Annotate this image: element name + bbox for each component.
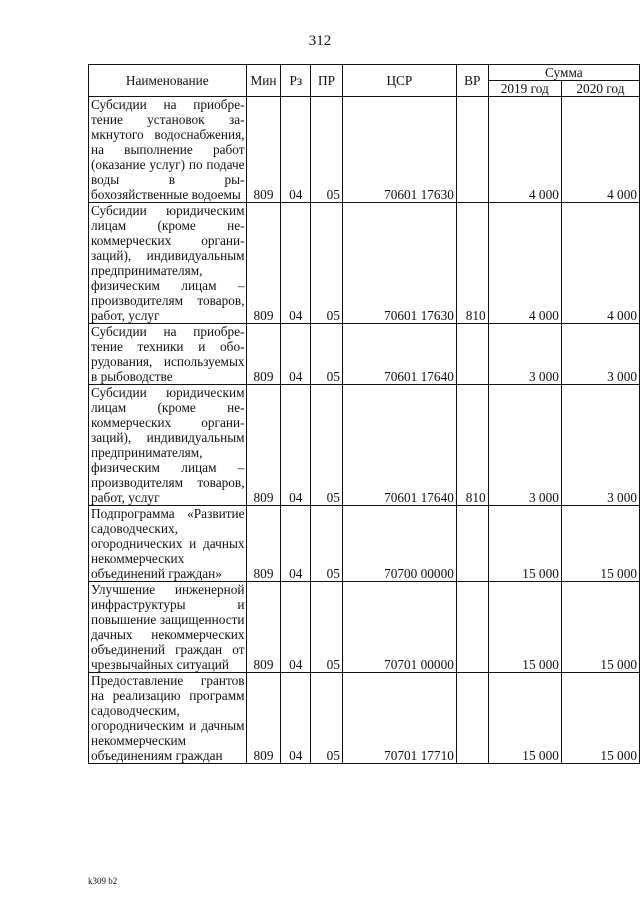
row-sum-2019: 15 000 (488, 582, 561, 673)
row-min: 809 (246, 203, 281, 324)
row-sum-2020: 3 000 (561, 385, 639, 506)
row-sum-2020: 4 000 (561, 203, 639, 324)
header-year-2020: 2020 год (561, 81, 639, 97)
row-pr: 05 (311, 97, 343, 203)
row-name: Субсидии на приобретение техники и оборудования, используемых в рыбоводстве (89, 324, 247, 385)
row-sum-2019: 3 000 (488, 385, 561, 506)
row-sum-2020: 15 000 (561, 582, 639, 673)
header-vr: ВР (456, 65, 488, 97)
row-csr: 70601 17640 (342, 385, 456, 506)
row-name: Подпрограмма «Развитие садоводческих, огороднических и дачных некоммерческих объединений граждан» (89, 506, 247, 582)
row-rz: 04 (281, 97, 311, 203)
row-vr (456, 506, 488, 582)
row-csr: 70701 17710 (342, 673, 456, 764)
row-sum-2020: 4 000 (561, 97, 639, 203)
header-pr: ПР (311, 65, 343, 97)
row-csr: 70700 00000 (342, 506, 456, 582)
row-sum-2019: 3 000 (488, 324, 561, 385)
row-rz: 04 (281, 582, 311, 673)
row-pr: 05 (311, 324, 343, 385)
row-csr: 70701 00000 (342, 582, 456, 673)
row-csr: 70601 17630 (342, 203, 456, 324)
row-pr: 05 (311, 506, 343, 582)
row-vr (456, 582, 488, 673)
table-row (89, 673, 640, 764)
row-name: Предоставление грантов на реализацию программ садоводческим, огородническим и дачным некоммерческим объединениям граждан (89, 673, 247, 764)
row-name: Субсидии на приобретение установок замкнутого водоснабжения, на выполнение работ (оказание услуг) по подаче воды в рыбохозяйственные водоемы (89, 97, 247, 203)
row-sum-2020: 15 000 (561, 506, 639, 582)
row-vr (456, 324, 488, 385)
budget-table (88, 64, 640, 764)
table-row (89, 324, 640, 385)
table-row (89, 506, 640, 582)
row-csr: 70601 17630 (342, 97, 456, 203)
row-sum-2019: 15 000 (488, 506, 561, 582)
header-sum: Сумма (488, 65, 639, 81)
row-vr (456, 673, 488, 764)
row-sum-2019: 4 000 (488, 97, 561, 203)
row-sum-2020: 3 000 (561, 324, 639, 385)
table-row (89, 582, 640, 673)
header-name: Наименование (89, 65, 247, 97)
row-vr (456, 97, 488, 203)
row-min: 809 (246, 582, 281, 673)
row-min: 809 (246, 324, 281, 385)
row-pr: 05 (311, 203, 343, 324)
table-row (89, 97, 640, 203)
table-row (89, 203, 640, 324)
row-rz: 04 (281, 385, 311, 506)
row-min: 809 (246, 506, 281, 582)
row-name: Улучшение инженерной инфраструктуры и повышение защищенности дачных некоммерческих объединений граждан от чрезвычайных ситуаций (89, 582, 247, 673)
row-min: 809 (246, 97, 281, 203)
table-row (89, 385, 640, 506)
row-rz: 04 (281, 203, 311, 324)
header-rz: Рз (281, 65, 311, 97)
header-csr: ЦСР (342, 65, 456, 97)
row-min: 809 (246, 385, 281, 506)
row-rz: 04 (281, 506, 311, 582)
row-vr: 810 (456, 385, 488, 506)
header-min: Мин (246, 65, 281, 97)
row-vr: 810 (456, 203, 488, 324)
row-sum-2019: 15 000 (488, 673, 561, 764)
row-pr: 05 (311, 673, 343, 764)
document-code: k309 b2 (88, 876, 118, 886)
row-name: Субсидии юридическим лицам (кроме некоммерческих организаций), индивидуальным предпринимателям, физическим лицам – производителям товаров, работ, услуг (89, 385, 247, 506)
row-sum-2019: 4 000 (488, 203, 561, 324)
header-year-2019: 2019 год (488, 81, 561, 97)
row-pr: 05 (311, 582, 343, 673)
row-name: Субсидии юридическим лицам (кроме некоммерческих организаций), индивидуальным предпринимателям, физическим лицам – производителям товаров, работ, услуг (89, 203, 247, 324)
row-min: 809 (246, 673, 281, 764)
row-csr: 70601 17640 (342, 324, 456, 385)
page-number: 312 (308, 33, 332, 49)
row-rz: 04 (281, 324, 311, 385)
row-pr: 05 (311, 385, 343, 506)
row-sum-2020: 15 000 (561, 673, 639, 764)
row-rz: 04 (281, 673, 311, 764)
